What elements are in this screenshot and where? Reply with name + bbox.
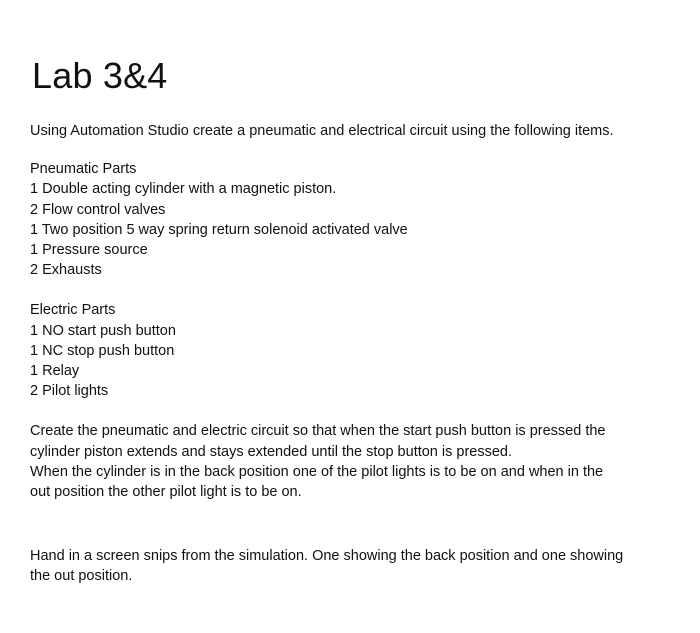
- list-item: 1 Relay: [30, 363, 80, 380]
- list-item: 2 Pilot lights: [30, 383, 109, 400]
- electric-parts-heading: Electric Parts: [30, 302, 116, 319]
- hand-in-line: Hand in a screen snips from the simulation. One showing the back position and one showing: [30, 548, 624, 565]
- instructions-line: out position the other pilot light is to be on.: [30, 484, 302, 501]
- pneumatic-parts-list: [30, 179, 680, 280]
- electric-parts-section: [30, 300, 680, 401]
- instructions-line: cylinder piston extends and stays extended until the stop button is pressed.: [30, 443, 513, 460]
- hand-in-line: the out position.: [30, 568, 133, 585]
- list-item: 2 Flow control valves: [30, 201, 166, 218]
- page-title: Lab 3&4: [32, 55, 168, 96]
- instructions-line: Create the pneumatic and electric circuit so that when the start push button is pressed the: [30, 423, 606, 440]
- list-item: 1 Double acting cylinder with a magnetic piston.: [30, 181, 337, 198]
- document-body: [30, 121, 680, 587]
- list-item: 1 NO start push button: [30, 322, 176, 339]
- electric-parts-list: [30, 321, 680, 402]
- intro-text: Using Automation Studio create a pneumatic and electrical circuit using the following items.: [30, 123, 614, 139]
- hand-in-paragraph: [30, 546, 680, 586]
- list-item: 2 Exhausts: [30, 262, 102, 279]
- pneumatic-parts-heading: Pneumatic Parts: [30, 161, 137, 178]
- list-item: 1 Two position 5 way spring return solenoid activated valve: [30, 221, 408, 238]
- instructions-line: When the cylinder is in the back position one of the pilot lights is to be on and when in the: [30, 463, 604, 480]
- pneumatic-parts-section: [30, 159, 680, 280]
- list-item: 1 Pressure source: [30, 242, 148, 259]
- instructions-paragraph: [30, 421, 680, 502]
- list-item: 1 NC stop push button: [30, 342, 175, 359]
